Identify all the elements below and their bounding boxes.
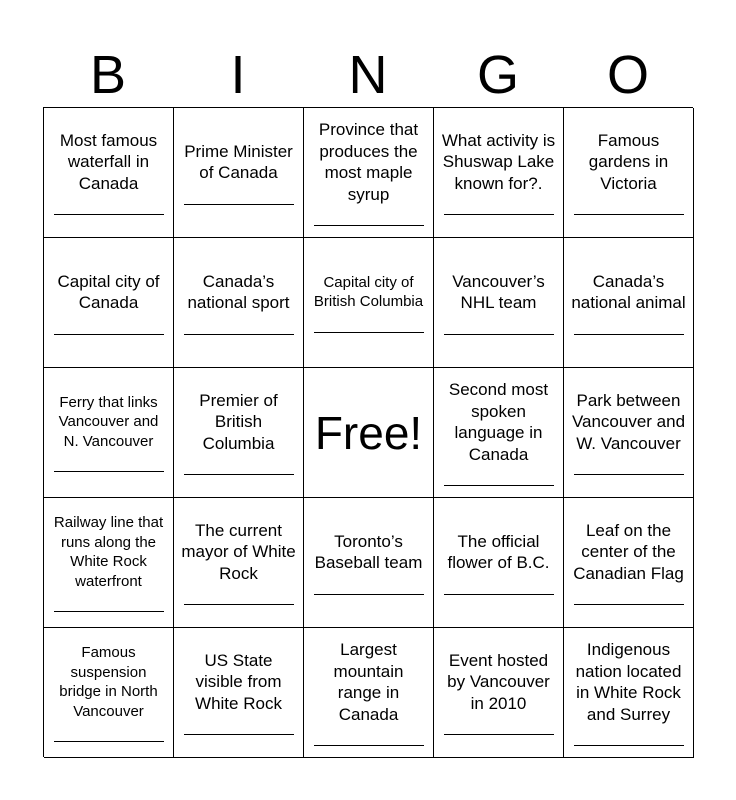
cell-clue: Indigenous nation located in White Rock and Surrey bbox=[575, 640, 682, 724]
answer-line bbox=[574, 334, 684, 335]
bingo-grid bbox=[43, 107, 693, 757]
answer-line bbox=[184, 474, 294, 475]
bingo-cell[interactable] bbox=[44, 238, 174, 368]
answer-line bbox=[314, 332, 424, 333]
bingo-cell[interactable] bbox=[174, 498, 304, 628]
bingo-cell[interactable] bbox=[174, 238, 304, 368]
cell-clue: The current mayor of White Rock bbox=[181, 520, 296, 583]
answer-line bbox=[574, 745, 684, 746]
cell-clue: Railway line that runs along the White Rock waterfront bbox=[53, 514, 164, 590]
answer-line bbox=[574, 474, 684, 475]
bingo-cell[interactable] bbox=[174, 368, 304, 498]
cell-clue: Capital city of British Columbia bbox=[313, 273, 424, 310]
bingo-cell[interactable] bbox=[434, 108, 564, 238]
cell-clue: Canada’s national animal bbox=[571, 271, 686, 312]
answer-line bbox=[54, 214, 164, 215]
header-letter-i: I bbox=[230, 45, 246, 105]
bingo-cell[interactable] bbox=[304, 628, 434, 758]
cell-clue: Park between Vancouver and W. Vancouver bbox=[571, 390, 686, 453]
bingo-cell[interactable] bbox=[44, 108, 174, 238]
answer-line bbox=[444, 334, 554, 335]
bingo-cell[interactable] bbox=[564, 628, 694, 758]
answer-line bbox=[314, 594, 424, 595]
bingo-cell[interactable] bbox=[44, 368, 174, 498]
header-letter-n: N bbox=[348, 45, 388, 105]
header-letter-o: O bbox=[606, 45, 649, 105]
answer-line bbox=[54, 334, 164, 335]
cell-clue: Famous suspension bridge in North Vancouver bbox=[59, 644, 158, 720]
answer-line bbox=[184, 604, 294, 605]
header-letter-b: B bbox=[89, 45, 127, 105]
cell-clue: Free! bbox=[314, 406, 423, 459]
bingo-cell[interactable] bbox=[304, 108, 434, 238]
answer-line bbox=[54, 741, 164, 742]
bingo-cell[interactable] bbox=[174, 628, 304, 758]
cell-clue: Province that produces the most maple syrup bbox=[318, 120, 419, 204]
bingo-cell[interactable] bbox=[44, 628, 174, 758]
answer-line bbox=[184, 334, 294, 335]
bingo-cell[interactable] bbox=[434, 628, 564, 758]
bingo-cell[interactable] bbox=[434, 498, 564, 628]
bingo-cell[interactable] bbox=[434, 368, 564, 498]
bingo-cell[interactable] bbox=[564, 498, 694, 628]
cell-clue: Famous gardens in Victoria bbox=[588, 130, 669, 193]
bingo-cell[interactable] bbox=[304, 238, 434, 368]
bingo-cell[interactable] bbox=[174, 108, 304, 238]
bingo-header bbox=[43, 42, 693, 108]
cell-clue: Premier of British Columbia bbox=[199, 390, 278, 453]
header-letter-g: G bbox=[476, 45, 519, 105]
answer-line bbox=[574, 214, 684, 215]
bingo-cell[interactable] bbox=[304, 498, 434, 628]
answer-line bbox=[184, 204, 294, 205]
cell-clue: Most famous waterfall in Canada bbox=[59, 130, 158, 193]
cell-clue: Prime Minister of Canada bbox=[184, 141, 293, 182]
answer-line bbox=[54, 471, 164, 472]
answer-line bbox=[54, 611, 164, 612]
cell-clue: What activity is Shuswap Lake known for?. bbox=[441, 130, 556, 193]
cell-clue: The official flower of B.C. bbox=[447, 531, 550, 572]
cell-clue: US State visible from White Rock bbox=[195, 650, 282, 713]
answer-line bbox=[444, 734, 554, 735]
cell-clue: Leaf on the center of the Canadian Flag bbox=[573, 520, 684, 583]
cell-clue: Largest mountain range in Canada bbox=[333, 640, 404, 724]
answer-line bbox=[574, 604, 684, 605]
bingo-cell[interactable] bbox=[564, 368, 694, 498]
answer-line bbox=[314, 225, 424, 226]
bingo-cell[interactable] bbox=[564, 108, 694, 238]
answer-line bbox=[444, 214, 554, 215]
cell-clue: Capital city of Canada bbox=[57, 271, 160, 312]
bingo-cell[interactable] bbox=[564, 238, 694, 368]
cell-clue: Event hosted by Vancouver in 2010 bbox=[447, 650, 550, 713]
answer-line bbox=[444, 485, 554, 486]
free-space[interactable] bbox=[304, 368, 434, 498]
cell-clue: Second most spoken language in Canada bbox=[448, 380, 549, 464]
bingo-cell[interactable] bbox=[44, 498, 174, 628]
cell-clue: Toronto’s Baseball team bbox=[314, 531, 423, 572]
cell-clue: Vancouver’s NHL team bbox=[452, 271, 545, 312]
answer-line bbox=[444, 594, 554, 595]
bingo-cell[interactable] bbox=[434, 238, 564, 368]
cell-clue: Canada’s national sport bbox=[187, 271, 290, 312]
cell-clue: Ferry that links Vancouver and N. Vancouver bbox=[58, 393, 159, 450]
answer-line bbox=[314, 745, 424, 746]
answer-line bbox=[184, 734, 294, 735]
